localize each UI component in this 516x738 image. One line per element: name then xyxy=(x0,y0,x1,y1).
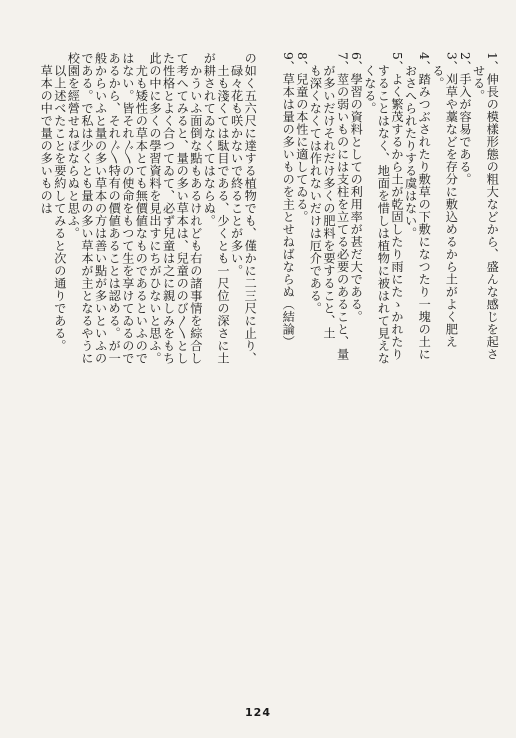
prose-column: 般からいふと量の多い草本の方は善い點が多いといふの xyxy=(93,52,108,365)
list-column: 9、草本は量の多いものを主とせねばならぬ（結論） xyxy=(281,52,296,348)
prose-column: あるから、それ〴〵特有の價値あることは認める。が一 xyxy=(107,52,122,365)
list-column: 1、伸長の模樣形態の粗大などから、盛んな感じを起さ xyxy=(485,52,500,361)
prose-column: の如く五六尺に達する植物でも、僅かに二三尺に止り、 xyxy=(243,52,258,365)
prose-column: 草本の中で量の多いものは xyxy=(39,52,54,215)
prose-column: 校園を經營せねばならぬと思ふ。 xyxy=(66,52,81,240)
prose-column: はない。皆それ〴〵の使命をもつて生を享けてゐるので xyxy=(120,52,135,365)
prose-column: た性格とよく合つてゐて、必ず兒童は之に親しみをもち xyxy=(161,52,176,365)
prose-column: かういふ面倒な點もあるけれども右の諸事情を綜合し xyxy=(188,52,203,365)
list-column: 6、學習の資料としての利用率が甚だ大である。 xyxy=(349,52,364,323)
prose-column: 此の中に多くの學習資料を見出すにちがひないと思ふ。 xyxy=(148,52,162,365)
list-column: る。 xyxy=(430,52,445,90)
prose-column: 以上述べたことを要約してみると次の通りである。 xyxy=(52,52,67,352)
prose-column: が耕されてゐなくてはならぬ。 xyxy=(202,52,217,227)
page-number: 124 xyxy=(245,706,271,719)
list-column: 3、刈草や藁などを存分に敷込めるから土がよく肥え xyxy=(444,52,459,348)
list-column: が多いだけそれだけ多くの肥料を要すること、土 xyxy=(322,52,336,340)
list-column: 5、よく繁茂するから土が乾固したり雨にたゝかれたり xyxy=(390,52,404,361)
prose-column: である。で私は少くとも量の多い草本が主となるやうに xyxy=(80,52,94,365)
list-column: も深くなくては作れないだけは厄介である。 xyxy=(308,52,323,315)
list-column: 4、踏みつぶされたり敷草の下敷になつたり一塊の土に xyxy=(417,52,432,361)
prose-column: て考へてみると、量の多い草本は、兒童ののび〳〵とし xyxy=(175,52,190,365)
prose-column: 碌々花も咲かないで終ることが多い。 xyxy=(229,52,244,277)
list-column: くなる。 xyxy=(362,52,377,115)
list-column: 2、手入が容易である。 xyxy=(458,52,472,186)
prose-column: 尤も矮性の草本とても無價値なものであるといふので xyxy=(134,52,149,365)
list-column: おさへられたりする虞はない。 xyxy=(403,52,418,240)
list-column: 7、莖の弱いものには支柱を立てる必要のあること、量 xyxy=(335,52,350,361)
list-column: せる。 xyxy=(471,52,486,102)
list-column: することはなく、地面を惜しは植物に被はれて見えな xyxy=(376,52,391,365)
list-column: 8、兒童の本性に適してゐる。 xyxy=(294,52,309,223)
prose-column: 土も淺くては駄目である、少くとも一尺位の深さに土 xyxy=(216,52,230,365)
